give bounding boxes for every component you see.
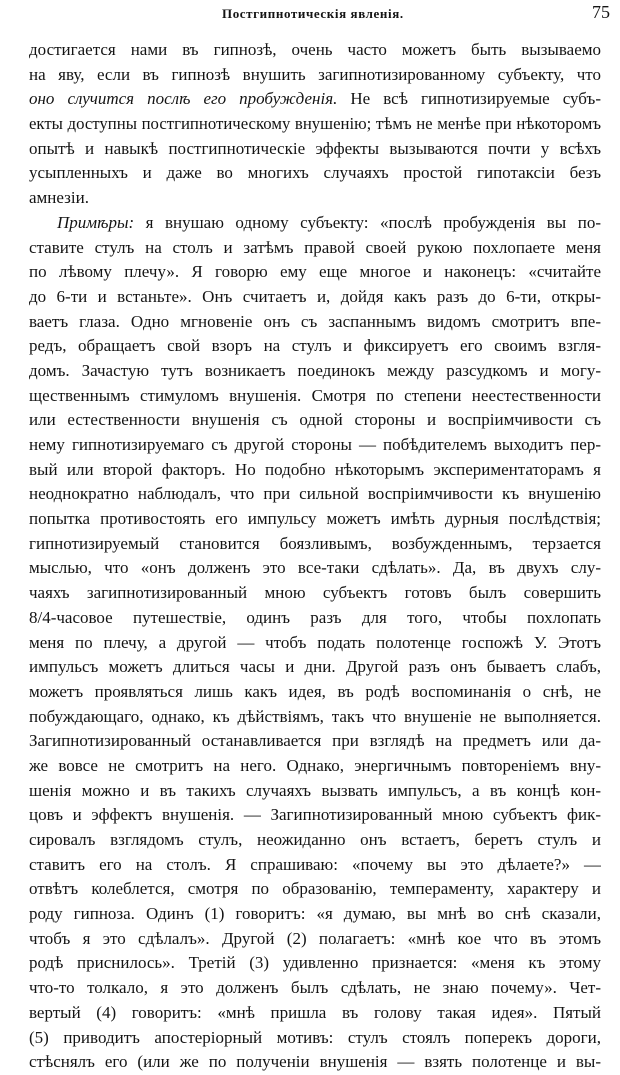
page-number: 75 (592, 2, 610, 22)
text-line: до 6-ти и встаньте». Онъ считаетъ и, дойдя какъ разъ до 6-ти, откры- (29, 286, 601, 306)
text-line: екты доступны постгипнотическому внушенію; тѣмъ не менѣе при нѣкоторомъ (29, 114, 601, 134)
italic-phrase: оно случится послѣ его пробужденія. (29, 89, 338, 109)
text-line: вый или второй факторъ. Но подобно нѣкоторымъ экспериментаторамъ я (29, 459, 601, 479)
text-line: по лѣвому плечу». Я говорю ему еще многое и наконецъ: «считайте (29, 262, 601, 282)
text-line: же вовсе не смотритъ на него. Однако, энергичнымъ повтореніемъ вну- (29, 755, 601, 775)
text-line: шенія можно и въ такихъ случаяхъ вызвать импульсъ, а въ концѣ кон- (29, 780, 601, 800)
text-line: родѣ приснилось». Третій (3) удивленно признается: «меня къ этому (29, 953, 601, 973)
text-line: щественнымъ стимуломъ внушенія. Смотря по степени неестественности (29, 385, 601, 405)
text-line: попытка противостоять его импульсу можетъ имѣть дурныя послѣдствія; (29, 509, 601, 529)
text-line: 8/4-часовое путешествіе, одинъ разъ для того, чтобы похлопать (29, 607, 601, 627)
text-line: на яву, если въ гипнозѣ внушить загипнотизированному субъекту, что (29, 64, 601, 84)
text-line: нему гипнотизируемаго съ другой стороны — побѣдителемъ выходитъ пер- (29, 435, 601, 454)
text-line: импульсъ можетъ длиться часы и дни. Другой разъ онъ бываетъ слабъ, (29, 657, 601, 677)
text-line: достигается нами въ гипнозѣ, очень часто можетъ быть вызываемо (29, 40, 601, 59)
text-line: чтобъ я это сдѣлалъ». Другой (2) полагаетъ: «мнѣ кое что въ этомъ (29, 928, 601, 948)
text-line: сировалъ взглядомъ стулъ, неожиданно онъ встаетъ, беретъ стулъ и (29, 830, 601, 849)
text-line: ваетъ глаза. Одно мгновеніе онъ съ заспаннымъ видомъ смотритъ впе- (29, 311, 601, 331)
text-line: или естественности внушенія съ одной стороны и воспріимчивости съ (29, 410, 601, 430)
text-line: гипнотизируемый становится боязливымъ, возбужденнымъ, терзается (29, 533, 601, 553)
text-line: роду гипноза. Одинъ (1) говоритъ: «я думаю, вы мнѣ во снѣ сказали, (29, 904, 601, 924)
text-line: мыслью, что «онъ долженъ это все-таки сдѣлать». Да, въ двухъ слу- (29, 558, 601, 578)
italic-phrase: Примѣры: (57, 212, 135, 232)
text-line: (5) приводитъ апостеріорный мотивъ: стулъ стоялъ поперекъ дороги, (29, 1027, 601, 1047)
text-line: отвѣтъ колеблется, смотря по образованію, темпераменту, характеру и (29, 879, 601, 899)
text-line (29, 211, 601, 236)
running-head (0, 2, 620, 26)
text-line: вертый (4) говоритъ: «мнѣ пришла въ голову такая идея». Пятый (29, 1002, 601, 1022)
text-line: меня по плечу, а другой — чтобъ подать полотенце госпожѣ У. Этотъ (29, 632, 601, 652)
text-line: ставите стулъ на столъ и затѣмъ правой своей рукою похлопаете меня (29, 237, 601, 257)
text-line: стѣснялъ его (или же по полученіи внушенія — взять полотенце и вы- (29, 1052, 601, 1072)
text-line: домъ. Зачастую тутъ возникаетъ поединокъ между разсудкомъ и могу- (29, 360, 601, 380)
text-line: побуждающаго, однако, къ дѣйствіямъ, такъ что внушеніе не выполняется. (29, 706, 601, 726)
running-title: Постгипнотическія явленія. (222, 6, 404, 21)
text-line: редъ, обращаетъ свой взоръ на стулъ и фиксируетъ его своимъ взгля- (29, 336, 601, 356)
text-line: что-то толкало, я это долженъ былъ сдѣлать, не знаю почему». Чет- (29, 978, 601, 998)
text-line: чаяхъ загипнотизированный мною субъектъ готовъ былъ совершить (29, 583, 601, 603)
text-line: амнезіи. (29, 188, 89, 208)
text-line: можетъ проявляться лишь какъ идея, въ родѣ воспоминанія о снѣ, не (29, 681, 601, 701)
text-line: неоднократно наблюдалъ, что при сильной воспріимчивости къ внушенію (29, 484, 601, 504)
text-span: я внушаю одному субъекту: «послѣ пробужденія вы по- (134, 212, 601, 232)
text-line (29, 87, 601, 112)
text-line: усыпленныхъ и даже во многихъ случаяхъ простой гипотаксіи безъ (29, 163, 601, 183)
text-line: Загипнотизированный останавливается при взглядѣ на предметъ или да- (29, 731, 601, 751)
text-line: ставитъ его на столъ. Я спрашиваю: «почему вы это дѣлаете?» — (29, 854, 601, 874)
body-text (29, 38, 601, 1075)
text-line: опытѣ и навыкѣ постгипнотическіе эффекты вызываются почти у всѣхъ (29, 138, 601, 158)
text-line: цовъ и эффектъ внушенія. — Загипнотизированный мною субъектъ фик- (29, 805, 601, 825)
text-span: Не всѣ гипнотизируемые субъ- (337, 89, 601, 109)
